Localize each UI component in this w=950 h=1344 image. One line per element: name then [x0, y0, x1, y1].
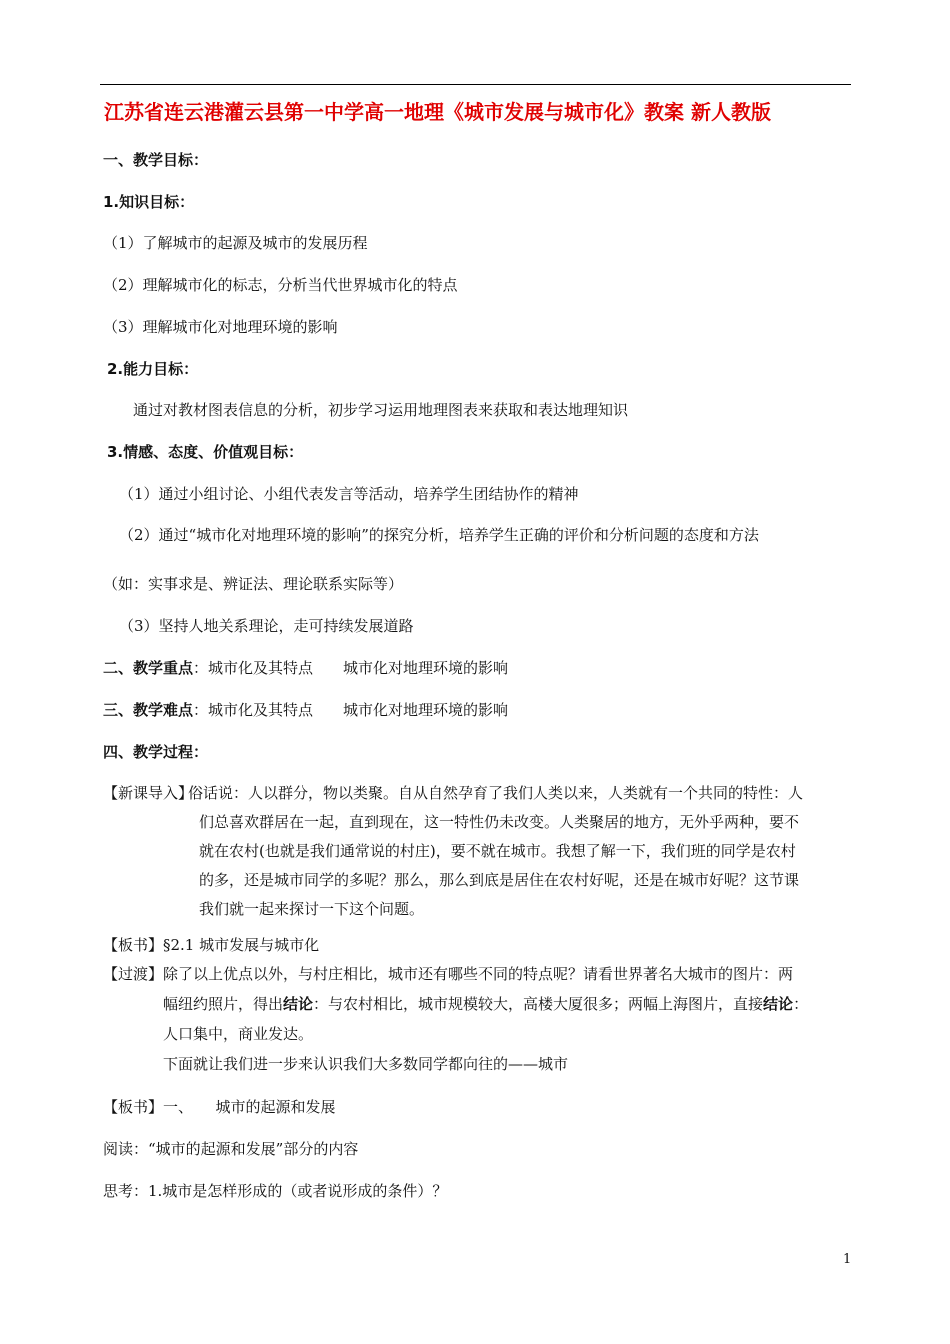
section-heading-process: 四、教学过程： — [103, 743, 209, 761]
document-title: 江苏省连云港灌云县第一中学高一地理《城市发展与城市化》教案 新人教版 — [104, 100, 771, 124]
transition-line-3: 人口集中，商业发达。 — [163, 1025, 314, 1043]
ability-goal: 通过对教材图表信息的分析，初步学习运用地理图表来获取和表达地理知识 — [133, 401, 629, 419]
transition-line-2-part-e: ： — [793, 995, 809, 1013]
conclusion-label-1: 结论 — [283, 995, 314, 1013]
intro-line-3: 就在农村(也就是我们通常说的村庄)，要不就在城市。我想了解一下，我们班的同学是农村 — [199, 842, 796, 860]
intro-label: 【新课导入】 — [103, 784, 194, 802]
intro-line-2: 们总喜欢群居在一起，直到现在，这一特性仍未改变。人类聚居的地方，无外乎两种，要不 — [199, 813, 800, 831]
affective-goal-2: （2）通过“城市化对地理环境的影响”的探究分析，培养学生正确的评价和分析问题的态度和方法 — [119, 526, 759, 544]
section-difficult-points — [103, 700, 508, 720]
transition-line-1: 除了以上优点以外，与村庄相比，城市还有哪些不同的特点呢？请看世界著名大城市的图片：两 — [163, 965, 794, 983]
intro-line-4: 的多，还是城市同学的多呢？那么，那么到底是居住在农村好呢，还是在城市好呢？这节课 — [199, 871, 800, 889]
knowledge-goal-2: （2）理解城市化的标志，分析当代世界城市化的特点 — [103, 276, 458, 294]
intro-paragraph — [188, 779, 804, 924]
key-points-label: 二、教学重点 — [103, 659, 194, 677]
board-note-1: 【板书】§2.1 城市发展与城市化 — [103, 936, 320, 954]
knowledge-goal-1: （1）了解城市的起源及城市的发展历程 — [103, 234, 368, 252]
thinking-question: 思考：1.城市是怎样形成的（或者说形成的条件）？ — [103, 1182, 448, 1200]
reading-prompt: 阅读：“城市的起源和发展”部分的内容 — [103, 1140, 359, 1158]
affective-goal-2-continued: （如：实事求是、辨证法、理论联系实际等） — [103, 575, 404, 593]
knowledge-goal-3: （3）理解城市化对地理环境的影响 — [103, 318, 338, 336]
difficult-points-label: 三、教学难点 — [103, 701, 194, 719]
board-note-2: 【板书】一、 城市的起源和发展 — [103, 1098, 336, 1116]
header-rule — [100, 84, 851, 85]
subheading-affective-goals: 3.情感、态度、价值观目标： — [107, 443, 304, 461]
difficult-points-text: ：城市化及其特点 城市化对地理环境的影响 — [193, 701, 509, 719]
subheading-knowledge-goals: 1.知识目标： — [103, 193, 195, 211]
conclusion-label-2: 结论 — [763, 995, 794, 1013]
transition-label: 【过渡】 — [103, 965, 164, 983]
transition-line-2 — [163, 994, 808, 1014]
affective-goal-1: （1）通过小组讨论、小组代表发言等活动，培养学生团结协作的精神 — [119, 485, 579, 503]
subheading-ability-goals: 2.能力目标： — [107, 360, 199, 378]
transition-line-4: 下面就让我们进一步来认识我们大多数同学都向往的——城市 — [163, 1055, 569, 1073]
affective-goal-3: （3）坚持人地关系理论，走可持续发展道路 — [119, 617, 414, 635]
transition-line-2-part-c: ：与农村相比，城市规模较大，高楼大厦很多；两幅上海图片，直接 — [313, 995, 764, 1013]
section-key-points — [103, 658, 508, 678]
intro-line-5: 我们就一起来探讨一下这个问题。 — [199, 900, 425, 918]
transition-line-2-part-a: 幅纽约照片，得出 — [163, 995, 284, 1013]
section-heading-objectives: 一、教学目标： — [103, 151, 209, 169]
key-points-text: ：城市化及其特点 城市化对地理环境的影响 — [193, 659, 509, 677]
intro-line-1: 俗话说：人以群分，物以类聚。自从自然孕育了我们人类以来，人类就有一个共同的特性：人 — [188, 784, 804, 802]
page-number: 1 — [843, 1252, 852, 1267]
